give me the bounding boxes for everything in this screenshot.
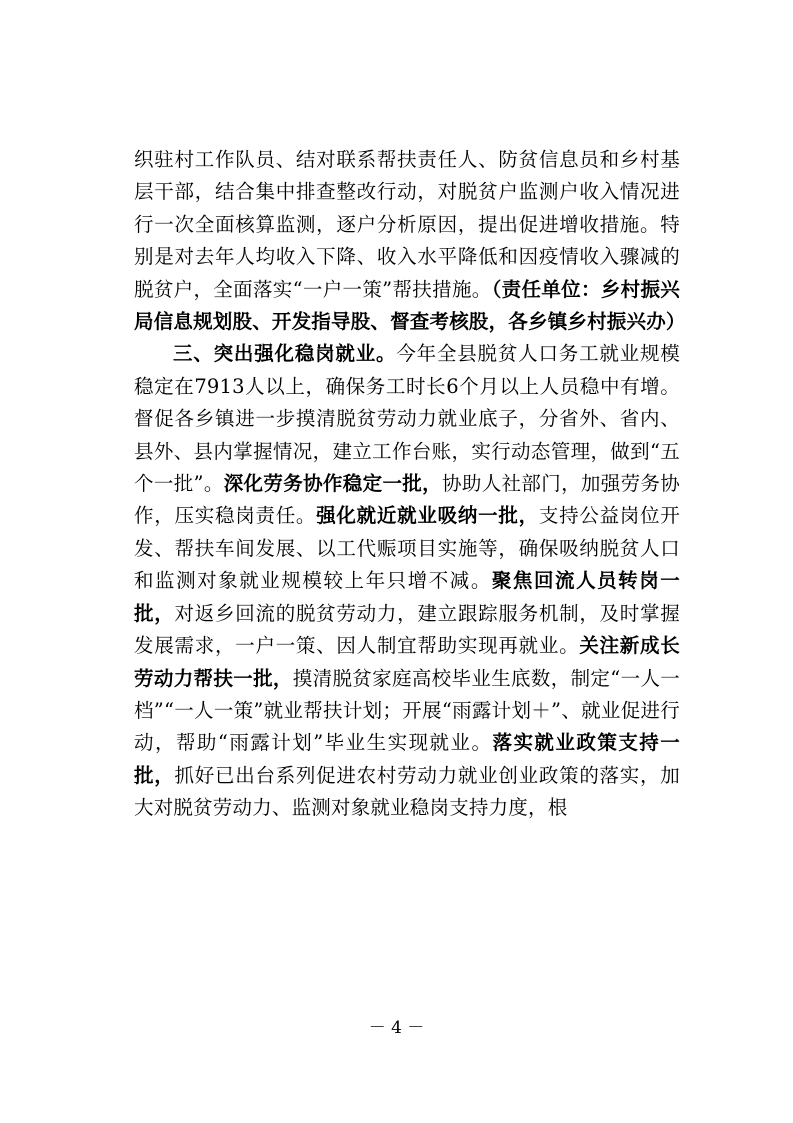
measure-title: 落实就业政策支持一批， — [134, 731, 680, 787]
measure-title: 深化劳务协作稳定一批， — [223, 472, 442, 496]
measure-title: 聚焦回流人员转岗一批， — [134, 569, 680, 625]
measure-text: 协助人社部门，加强劳务协作，压实稳岗责任。 — [134, 472, 680, 528]
paragraph-monitoring — [134, 144, 686, 338]
paragraph-employment — [134, 338, 680, 824]
page-number: － 4 － — [368, 1018, 425, 1038]
section-heading: 三、突出强化稳岗就业。 — [173, 342, 397, 366]
measure-title: 关注新成长劳动力帮扶一批， — [134, 634, 680, 690]
measure-text: 摸清脱贫家庭高校毕业生底数，制定“一人一档”“一人一策”就业帮扶计划；开展“雨露计划＋”、就业促进行动，帮助“雨露计划”毕业生实现就业。 — [134, 666, 680, 755]
measure-title: 强化就近就业吸纳一批， — [316, 504, 539, 528]
section-intro: 今年全县脱贫人口务工就业规模稳定在7913人以上，确保务工时长6个月以上人员稳中有增。督促各乡镇进一步摸清脱贫劳动力就业底子，分省外、省内、县外、县内掌握情况，建立工作台账，实行动态管理，做到“五个一批”。 — [134, 342, 680, 496]
document-body — [134, 144, 686, 825]
paragraph-text: 织驻村工作队员、结对联系帮扶责任人、防贫信息员和乡村基层干部，结合集中排查整改行动，对脱贫户监测户收入情况进行一次全面核算监测，逐户分析原因，提出促进增收措施。特别是对去年人均收入下降、收入水平降低和因疫情收入骤减的脱贫户，全面落实“一户一策”帮扶措施。 — [134, 148, 680, 301]
measure-text: 对返乡回流的脱贫劳动力，建立跟踪服务机制，及时掌握发展需求，一户一策、因人制宜帮助实现再就业。 — [134, 601, 680, 658]
measure-text: 支持公益岗位开发、帮扶车间发展、以工代赈项目实施等，确保吸纳脱贫人口和监测对象就业规模较上年只增不减。 — [134, 504, 680, 593]
measure-text: 抓好已出台系列促进农村劳动力就业创业政策的落实，加大对脱贫劳动力、监测对象就业稳岗支持力度，根 — [134, 763, 680, 820]
responsibility-units: （责任单位：乡村振兴局信息规划股、开发指导股、督查考核股，各乡镇乡村振兴办） — [134, 277, 686, 334]
